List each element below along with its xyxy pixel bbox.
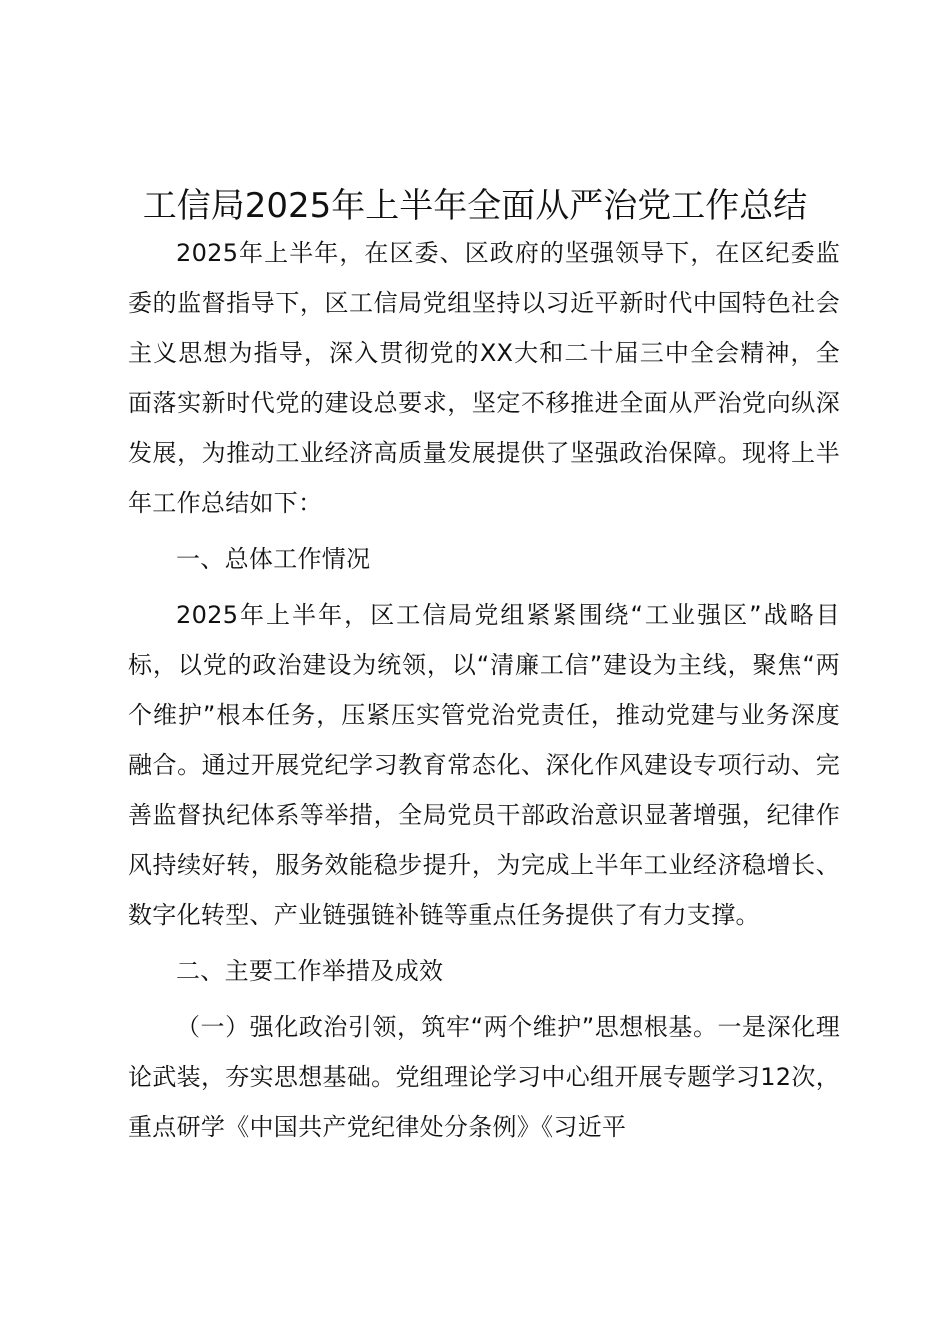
document-title: 工信局2025年上半年全面从严治党工作总结 — [142, 186, 808, 226]
intro-paragraph: 2025年上半年，在区委、区政府的坚强领导下，在区纪委监委的监督指导下，区工信局党组坚持以习近平新时代中国特色社会主义思想为指导，深入贯彻党的XX大和二十届三中全会精神，全面落实新时代党的建设总要求，坚定不移推进全面从严治党向纵深发展，为推动工业经济高质量发展提供了坚强政治保障。现将上半年工作总结如下： — [128, 239, 840, 517]
document-body — [128, 228, 840, 1152]
overall-paragraph: 2025年上半年，区工信局党组紧紧围绕“工业强区”战略目标，以党的政治建设为统领，以“清廉工信”建设为主线，聚焦“两个维护”根本任务，压紧压实管党治党责任，推动党建与业务深度融合。通过开展党纪学习教育常态化、深化作风建设专项行动、完善监督执纪体系等举措，全局党员干部政治意识显著增强，纪律作风持续好转，服务效能稳步提升，为完成上半年工业经济稳增长、数字化转型、产业链强链补链等重点任务提供了有力支撑。 — [128, 601, 840, 929]
section-heading-measures: 二、主要工作举措及成效 — [176, 957, 444, 985]
section-heading-overall: 一、总体工作情况 — [176, 545, 371, 573]
measures-paragraph: （一）强化政治引领，筑牢“两个维护”思想根基。一是深化理论武装，夯实思想基础。党组理论学习中心组开展专题学习12次，重点研学《中国共产党纪律处分条例》《习近平 — [128, 1013, 840, 1141]
